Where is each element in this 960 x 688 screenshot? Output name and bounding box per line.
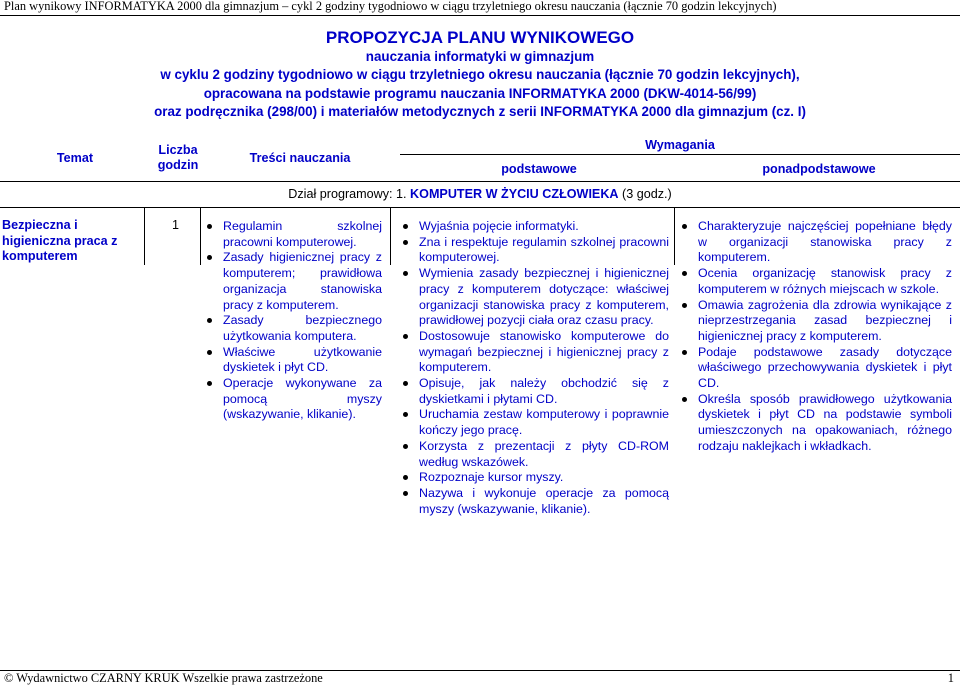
column-divider-3	[390, 208, 391, 265]
row-topic: Bezpieczna i higieniczna praca z komputerem	[2, 218, 118, 264]
section-title: KOMPUTER W ŻYCIU CZŁOWIEKA	[410, 187, 619, 201]
header-basic: podstawowe	[501, 162, 577, 176]
list-item: Rozpoznaje kursor myszy.	[401, 470, 669, 486]
list-item: Omawia zagrożenia dla zdrowia wynikające z nieprzestrzegania zasad bezpiecznej i higienicznej pracy z komputerem.	[680, 298, 952, 345]
document-title	[0, 28, 960, 121]
list-item: Zna i respektuje regulamin szkolnej pracowni komputerowej.	[401, 235, 669, 266]
header-hours-line1: Liczba	[158, 143, 198, 157]
column-divider-2	[200, 208, 201, 265]
list-item: Zasady bezpiecznego użytkowania komputera.	[205, 313, 382, 344]
footer-copyright: © Wydawnictwo CZARNY KRUK Wszelkie prawa zastrzeżone	[4, 671, 323, 685]
header-requirements: Wymagania	[645, 138, 715, 152]
header-rule	[0, 15, 960, 16]
list-item: Podaje podstawowe zasady dotyczące właściwego przechowywania dyskietek i płyt CD.	[680, 345, 952, 392]
header-topic: Temat	[56, 151, 94, 165]
title-main: PROPOZYCJA PLANU WYNIKOWEGO	[325, 28, 635, 47]
title-line-3: opracowana na podstawie programu nauczania INFORMATYKA 2000 (DKW-4014-56/99)	[203, 85, 757, 101]
header-hours	[148, 143, 208, 173]
list-item: Wyjaśnia pojęcie informatyki.	[401, 219, 669, 235]
title-line-2: w cyklu 2 godziny tygodniowo w ciągu trzyletniego okresu nauczania (łącznie 70 godzin lekcyjnych),	[160, 67, 800, 83]
table-header-rule	[0, 181, 960, 182]
list-item: Dostosowuje stanowisko komputerowe do wymagań bezpiecznej i higienicznej pracy z komputerem.	[401, 329, 669, 376]
list-item: Uruchamia zestaw komputerowy i poprawnie kończy jego pracę.	[401, 407, 669, 438]
basic-requirements-list	[401, 219, 669, 517]
row-hours: 1	[172, 218, 180, 232]
requirements-rule	[400, 154, 960, 155]
list-item: Określa sposób prawidłowego użytkowania dyskietek i płyt CD na podstawie symboli umieszczonych na opakowaniach, różnego rodzaju naklejkach i wkładkach.	[680, 392, 952, 455]
content-list	[205, 219, 382, 423]
header-hours-line2: godzin	[157, 158, 199, 172]
list-item: Nazywa i wykonuje operacje za pomocą myszy (wskazywanie, klikanie).	[401, 486, 669, 517]
advanced-requirements-list	[680, 219, 952, 455]
column-divider-4	[674, 208, 675, 265]
page-number: 1	[947, 671, 954, 685]
title-line-4: oraz podręcznika (298/00) i materiałów metodycznych z serii INFORMATYKA 2000 dla gimnazjum (cz. I)	[154, 103, 806, 119]
list-item: Charakteryzuje najczęściej popełniane błędy w organizacji stanowiska pracy z komputerem.	[680, 219, 952, 266]
list-item: Korzysta z prezentacji z płyty CD-ROM według wskazówek.	[401, 439, 669, 470]
section-heading	[0, 187, 960, 202]
list-item: Wymienia zasady bezpiecznej i higienicznej pracy z komputerem dotyczące: właściwej organizacji stanowiska pracy z komputerem, prawidłowej pozycji ciała oraz czasu pracy.	[401, 266, 669, 329]
section-label: Dział programowy: 1.	[288, 187, 407, 201]
list-item: Opisuje, jak należy obchodzić się z dyskietkami i płytami CD.	[401, 376, 669, 407]
section-hours: (3 godz.)	[622, 187, 672, 201]
list-item: Ocenia organizację stanowisk pracy z komputerem w różnych miejscach w szkole.	[680, 266, 952, 297]
title-line-1: nauczania informatyki w gimnazjum	[365, 49, 595, 64]
list-item: Właściwe użytkowanie dyskietek i płyt CD.	[205, 345, 382, 376]
header-content: Treści nauczania	[249, 151, 351, 165]
column-divider-1	[144, 208, 145, 265]
list-item: Regulamin szkolnej pracowni komputerowej.	[205, 219, 382, 250]
running-header: Plan wynikowy INFORMATYKA 2000 dla gimnazjum – cykl 2 godziny tygodniowo w ciągu trzyletniego okresu nauczania (łącznie 70 godzin lekcyjnych)	[4, 0, 777, 13]
header-advanced: ponadpodstawowe	[762, 162, 876, 176]
list-item: Zasady higienicznej pracy z komputerem; prawidłowa organizacja stanowiska pracy z komputerem.	[205, 250, 382, 313]
list-item: Operacje wykonywane za pomocą myszy (wskazywanie, klikanie).	[205, 376, 382, 423]
